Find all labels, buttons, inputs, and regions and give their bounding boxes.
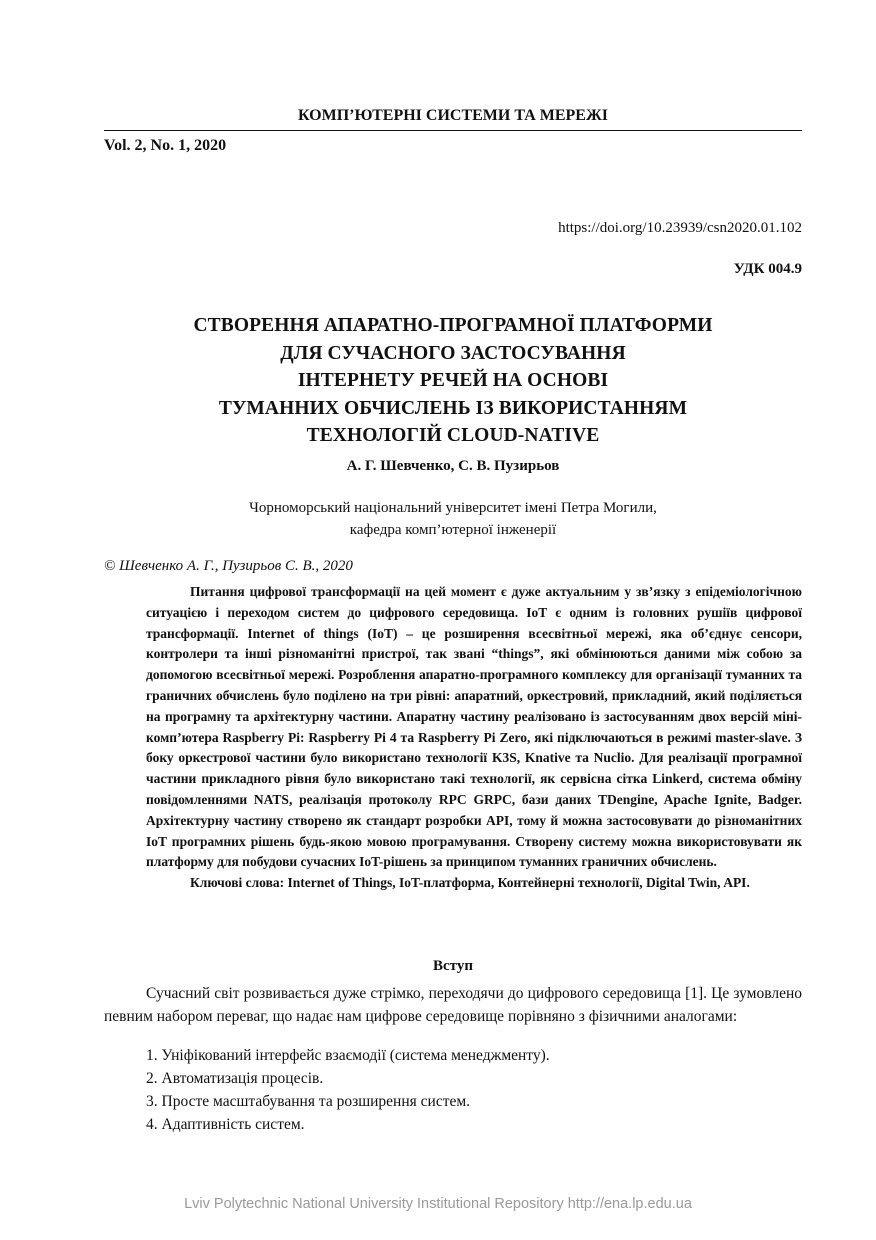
abstract-text: Питання цифрової трансформації на цей момент є дуже актуальним у зв’язку з епідеміологічною ситуацією і переходом систем до цифрового середовища. IoT є одним із головних рушіїв цифрової трансформації. Internet of things (IoT) – це розширення всесвітньої мережі, яка об’єднує сенсори, контролери та інші різноманітні пристрої, так звані “things”, які обмінюються даними між собою за допомогою всесвітньої мережі. Розроблення апаратно-програмного комплексу для організації туманних та граничних обчислень було поділено на три рівні: апаратний, оркестровий, прикладний, який поділяється на програмну та архітектурну частини. Апаратну частину реалізовано із застосуванням двох версій міні-комп’ютера Raspberry Pi: Raspberry Pi 4 та Raspberry Pi Zero, які підключаються в режимі master-slave. З боку оркестрової частини було використано технології K3S, Knative та Nuclio. Для реалізації програмної частини прикладного рівня було використано такі технології, як сервісна сітка Linkerd, система обміну повідомленнями NATS, реалізація протоколу RPC GRPC, бази даних TDengine, Apache Ignite, Badger. Архітектурну частину створено як стандарт розробки API, тому й можна застосовувати до різноманітних IoT програмних рішень будь-якою мовою програмування. Створену систему можна використовувати як платформу для побудови сучасних IoT-рішень за принципом туманних граничних обчислень. bbox=[146, 584, 802, 870]
title-line: ТУМАННИХ ОБЧИСЛЕНЬ ІЗ ВИКОРИСТАННЯМ bbox=[218, 397, 688, 419]
list-item: 4. Адаптивність систем. bbox=[146, 1116, 305, 1133]
paper-title bbox=[104, 312, 802, 450]
abstract bbox=[146, 582, 802, 894]
copyright: © Шевченко А. Г., Пузирьов С. В., 2020 bbox=[104, 558, 353, 574]
title-line: ТЕХНОЛОГІЙ CLOUD-NATIVE bbox=[306, 425, 600, 446]
affiliation-line: кафедра комп’ютерної інженерії bbox=[349, 522, 557, 538]
intro-text: Сучасний світ розвивається дуже стрімко, переходячи до цифрового середовища [1]. Це зумовлено певним набором переваг, що надає нам цифрове середовище порівняно з фізичними аналогами: bbox=[104, 985, 802, 1025]
list-item: 3. Просте масштабування та розширення систем. bbox=[146, 1093, 471, 1110]
title-line: ДЛЯ СУЧАСНОГО ЗАСТОСУВАННЯ bbox=[280, 342, 626, 364]
section-title: Вступ bbox=[433, 958, 473, 974]
title-line: СТВОРЕННЯ АПАРАТНО-ПРОГРАМНОЇ ПЛАТФОРМИ bbox=[193, 315, 713, 336]
title-line: ІНТЕРНЕТУ РЕЧЕЙ НА ОСНОВІ bbox=[297, 370, 609, 391]
intro-paragraph bbox=[104, 982, 802, 1028]
list-item: 1. Уніфікований інтерфейс взаємодії (система менеджменту). bbox=[146, 1047, 550, 1064]
repository-footer: Lviv Polytechnic National University Institutional Repository http://ena.lp.edu.ua bbox=[184, 1196, 692, 1212]
authors: А. Г. Шевченко, С. В. Пузирьов bbox=[346, 458, 560, 474]
advantages-list bbox=[146, 1044, 550, 1136]
affiliation bbox=[104, 497, 802, 541]
journal-title: КОМП’ЮТЕРНІ СИСТЕМИ ТА МЕРЕЖІ bbox=[297, 107, 609, 124]
udk-code: УДК 004.9 bbox=[733, 261, 802, 277]
list-item: 2. Автоматизація процесів. bbox=[146, 1070, 324, 1087]
affiliation-line: Чорноморський національний університет імені Петра Могили, bbox=[249, 500, 657, 516]
header-rule bbox=[104, 130, 802, 131]
doi-link[interactable]: https://doi.org/10.23939/csn2020.01.102 bbox=[558, 220, 802, 236]
keywords: Ключові слова: Internet of Things, IoT-платформа, Контейнерні технології, Digital Twin, API. bbox=[190, 875, 750, 891]
volume-info: Vol. 2, No. 1, 2020 bbox=[104, 137, 227, 154]
